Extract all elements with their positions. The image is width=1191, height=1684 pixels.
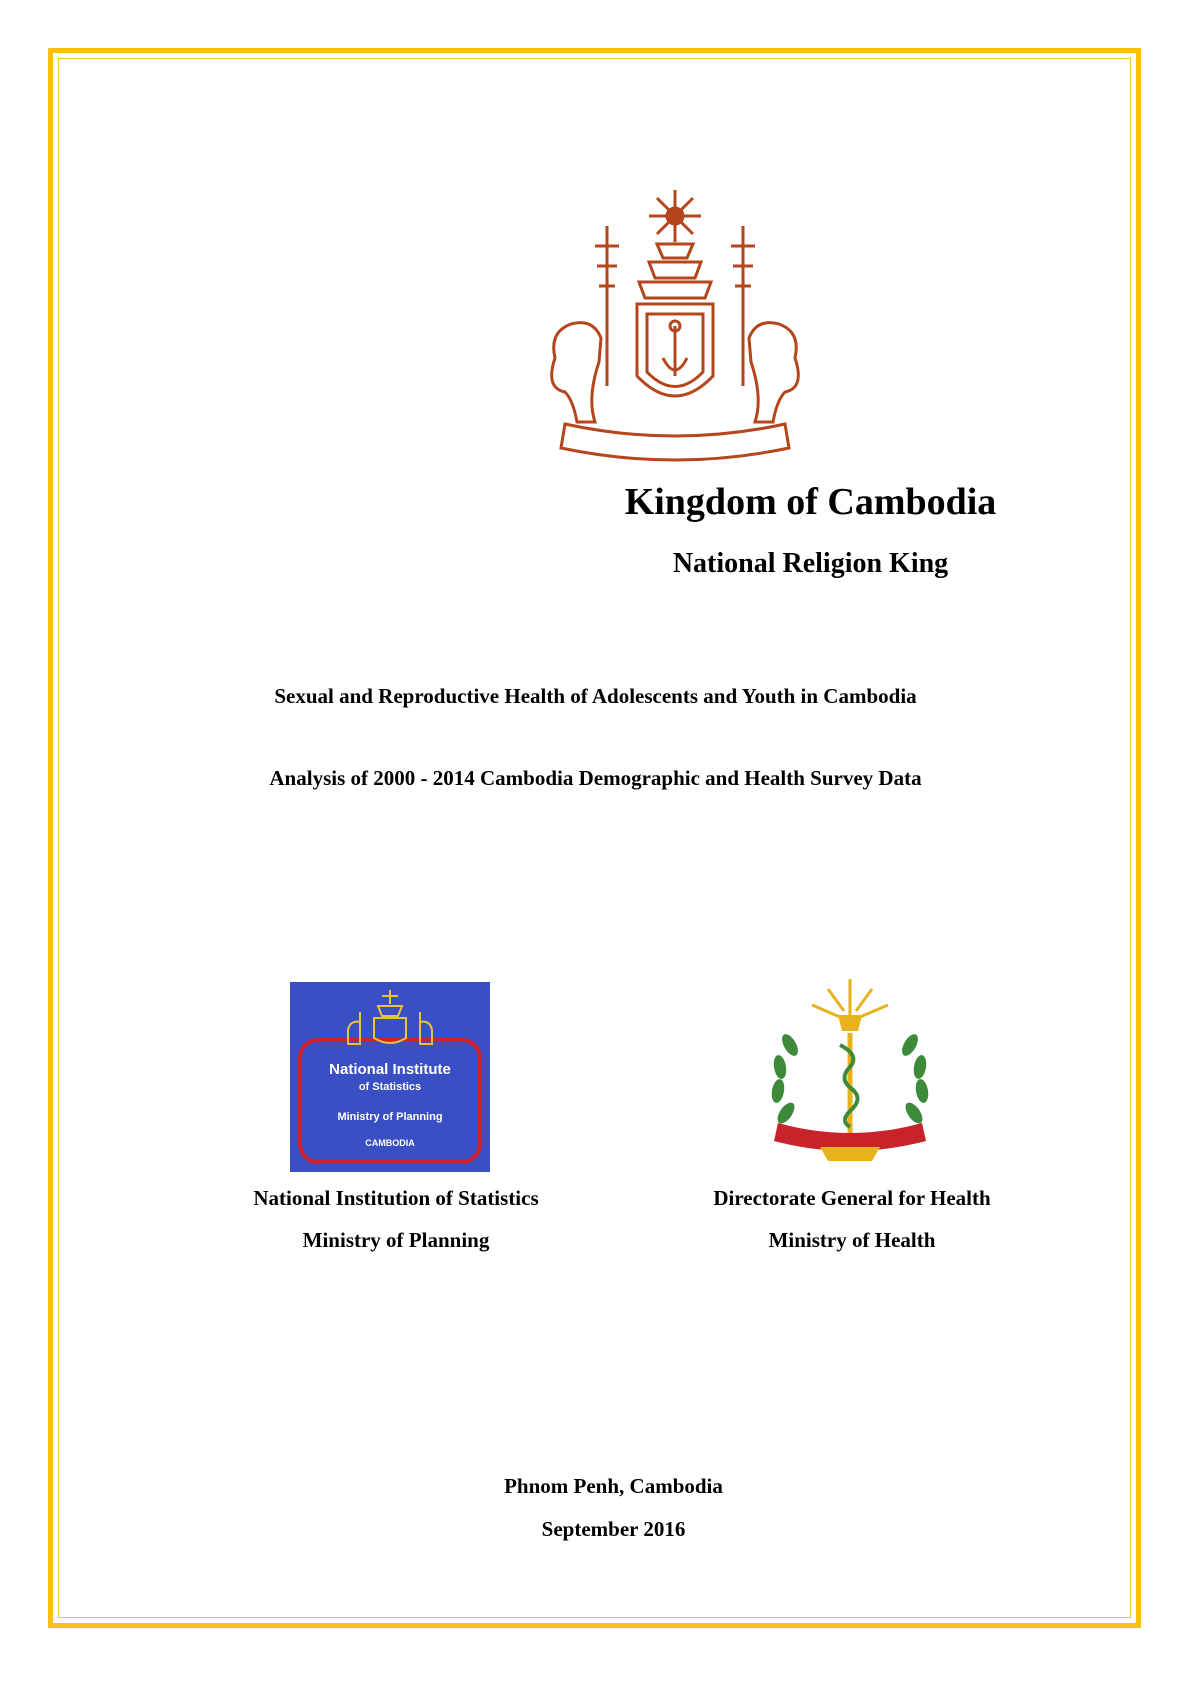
org-left-name: National Institution of Statistics: [253, 1186, 539, 1210]
org-right-name: Directorate General for Health: [713, 1186, 991, 1210]
org-right-ministry: Ministry of Health: [768, 1228, 936, 1252]
ministry-of-health-emblem-icon: [760, 975, 940, 1165]
royal-coat-of-arms-icon: [535, 186, 815, 466]
nis-logo-line3: Ministry of Planning: [337, 1111, 443, 1123]
country-title: Kingdom of Cambodia: [624, 481, 997, 523]
nis-logo-line1: National Institute: [329, 1061, 451, 1078]
nis-logo-line4: CAMBODIA: [365, 1138, 415, 1148]
report-subtitle: Analysis of 2000 - 2014 Cambodia Demographic and Health Survey Data: [269, 766, 922, 790]
publication-date: September 2016: [541, 1517, 686, 1541]
nis-logo: [290, 982, 490, 1172]
publication-place: Phnom Penh, Cambodia: [504, 1474, 723, 1498]
nis-logo-line2: of Statistics: [358, 1081, 422, 1093]
report-title: Sexual and Reproductive Health of Adolescents and Youth in Cambodia: [274, 684, 917, 708]
org-left-ministry: Ministry of Planning: [302, 1228, 490, 1252]
national-motto: National Religion King: [672, 548, 949, 579]
